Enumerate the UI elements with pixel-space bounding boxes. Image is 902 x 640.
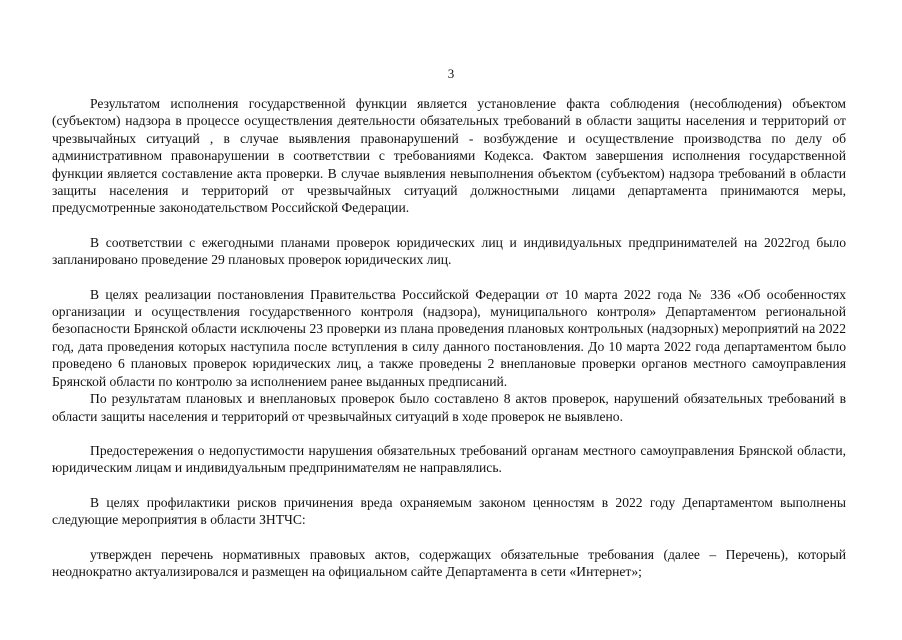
paragraph-government-resolution: В целях реализации постановления Правительства Российской Федерации от 10 марта 2022 года № 336 «Об особенностях организации и осуществления государственного контроля (надзора), муниципального контроля» Департаментом региональной безопасности Брянской области исключены 23 проверки из плана проведения плановых контрольных (надзорных) мероприятий на 2022 год, дата проведения которых наступила после вступления в силу данного постановления. До 10 марта 2022 года департаментом было проведено 6 плановых проверок юридических лиц, а также проведены 2 внеплановые проверки органов местного самоуправления Брянской области по контролю за исполнением ранее выданных предписаний. [52, 286, 846, 389]
paragraph-inspection-acts: По результатам плановых и внеплановых проверок было составлено 8 актов проверок, нарушений обязательных требований в области защиты населения и территорий от чрезвычайных ситуаций в ходе проверок не выявлено. [52, 391, 846, 424]
page-number: 3 [447, 66, 455, 81]
paragraph-planned-inspections: В соответствии с ежегодными планами проверок юридических лиц и индивидуальных предпринимателей на 2022год было запланировано проведение 29 плановых проверок юридических лиц. [52, 234, 846, 268]
paragraph-regulations-list: утвержден перечень нормативных правовых актов, содержащих обязательные требования (далее – Перечень), который неоднократно актуализировался и размещен на официальном сайте Департамента в сети «Интернет»; [52, 546, 846, 579]
paragraph-warnings: Предостережения о недопустимости нарушения обязательных требований органам местного самоуправления Брянской области, юридическим лицам и индивидуальным предпринимателям не направлялись. [52, 442, 846, 476]
paragraph-prevention-measures: В целях профилактики рисков причинения вреда охраняемым законом ценностям в 2022 году Департаментом выполнены следующие мероприятия в области ЗНТЧС: [52, 494, 846, 528]
document-body [52, 95, 846, 580]
paragraph-inspection-result: Результатом исполнения государственной функции является установление факта соблюдения (несоблюдения) объектом (субъектом) надзора в процессе осуществления деятельности обязательных требований в области защиты населения и территорий от чрезвычайных ситуаций , в случае выявления правонарушений - возбуждение и осуществление производства по делу об административном правонарушении в соответствии с требованиями Кодекса. Фактом завершения исполнения государственной функции является составление акта проверки. В случае выявления невыполнения объектом (субъектом) надзора требований в области защиты населения и территорий от чрезвычайных ситуаций должностными лицами департамента принимаются меры, предусмотренные законодательством Российской Федерации. [52, 96, 846, 216]
